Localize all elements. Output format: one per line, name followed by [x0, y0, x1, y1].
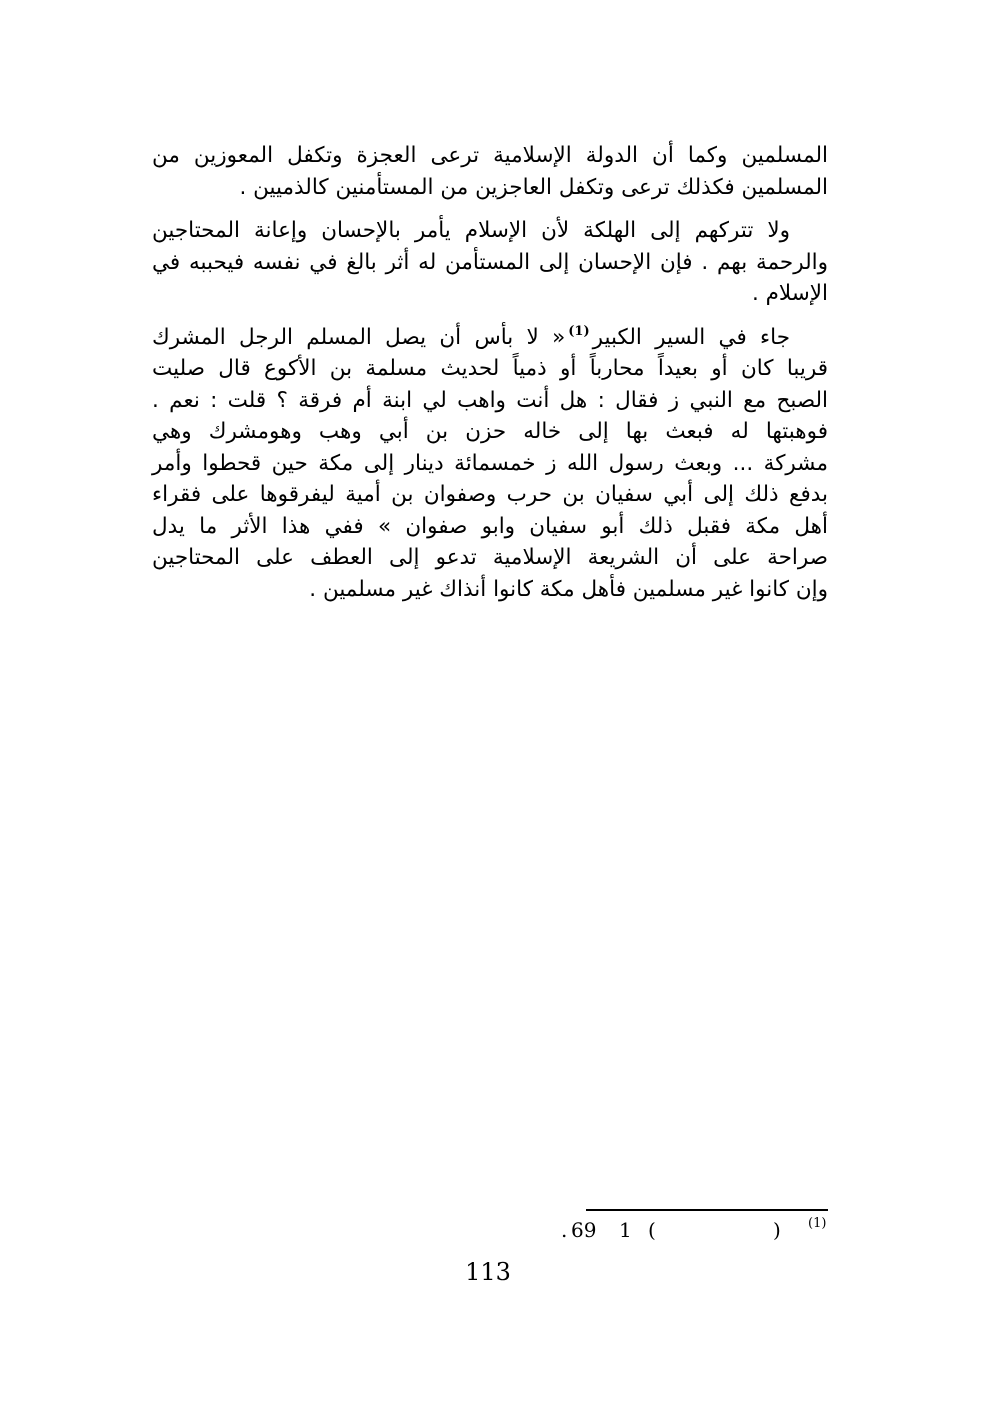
text-line: والرحمة بهم . فإن الإحسان إلى المستأمن له أثر بالغ في نفسه فيحببه في — [152, 249, 828, 275]
text-line: وإن كانوا غير مسلمين فأهل مكة كانوا أنذاك غير مسلمين . — [309, 576, 828, 602]
footnote-close-paren: ) — [773, 1218, 781, 1242]
text-line: أهل مكة فقبل ذلك أبو سفيان وابو صفوان » ففي هذا الأثر ما يدل — [152, 513, 828, 539]
text-line: فوهبتها له فبعث بها إلى خاله حزن بن أبي وهب وهومشرك وهي — [152, 419, 828, 444]
text-line: المسلمين فكذلك ترعى وتكفل العاجزين من المستأمنين كالذميين . — [239, 174, 828, 200]
footnote-open-paren: ( — [648, 1218, 656, 1242]
footnote-volume: 1 — [619, 1218, 632, 1242]
text-line: بدفع ذلك إلى أبي سفيان بن حرب وصفوان بن أمية ليفرقوها على فقراء — [152, 482, 828, 507]
footnote-number: (1) — [808, 1216, 827, 1231]
footnote-reference[interactable]: (1) — [568, 324, 590, 340]
footnote-page: 69 — [571, 1218, 597, 1242]
main-text — [152, 140, 828, 617]
citation-text: جاء في السير الكبير — [592, 324, 790, 350]
page-number: 113 — [465, 1258, 511, 1286]
footnote-separator — [586, 1209, 828, 1211]
text-line — [152, 322, 828, 354]
footnote-period: . — [561, 1218, 568, 1242]
paragraph-1 — [152, 140, 828, 203]
text-line: الإسلام . — [751, 281, 828, 306]
text-line: صراحة على أن الشريعة الإسلامية تدعو إلى العطف على المحتاجين — [152, 545, 828, 570]
text-line: مشركة ... وبعث رسول الله ز خمسمائة دينار إلى مكة حين قحطوا وأمر — [152, 450, 828, 476]
text-line: ولا تتركهم إلى الهلكة لأن الإسلام يأمر بالإحسان وإعانة المحتاجين — [152, 218, 790, 243]
text-line: المسلمين وكما أن الدولة الإسلامية ترعى العجزة وتكفل المعوزين من — [152, 143, 828, 168]
quote-start: « لا بأس أن يصل المسلم الرجل المشرك — [152, 324, 566, 350]
text-line: الصبح مع النبي ز فقال : هل أنت واهب لي ابنة أم فرقة ؟ قلت : نعم . — [152, 387, 828, 413]
paragraph-3 — [152, 322, 828, 606]
text-line: قريبا كان أو بعيداً محارباً أو ذمياً لحديث مسلمة بن الأكوع قال صليت — [152, 356, 828, 381]
paragraph-2 — [152, 215, 828, 310]
